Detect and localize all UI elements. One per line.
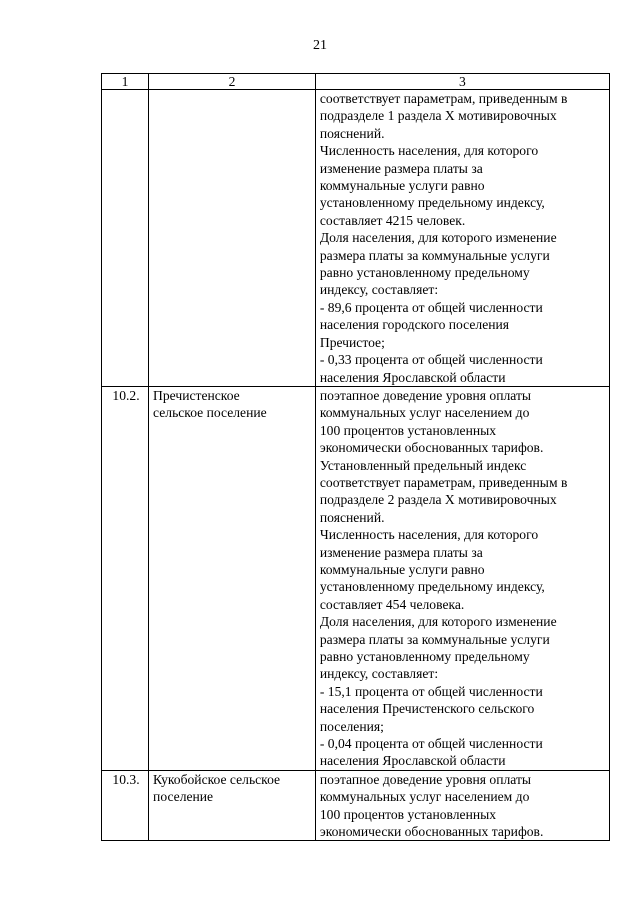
row-number-cell xyxy=(102,770,149,841)
settlement-name-cell xyxy=(149,90,316,387)
column-header-1: 1 xyxy=(102,74,149,90)
description-line: Доля населения, для которого изменение xyxy=(319,614,557,630)
table-row xyxy=(102,386,610,770)
description-cell xyxy=(315,770,609,841)
description-line: поселения; xyxy=(319,718,384,734)
column-header-3: 3 xyxy=(315,74,609,90)
description-line: Пречистое; xyxy=(319,334,385,350)
description-line: составляет 454 человека. xyxy=(319,596,465,612)
settlement-name-cell xyxy=(149,386,316,770)
description-line: Доля населения, для которого изменение xyxy=(319,230,557,246)
description-line: экономически обоснованных тарифов. xyxy=(319,824,544,840)
description-line: поэтапное доведение уровня оплаты xyxy=(319,387,532,403)
description-line: установленному предельному индексу, xyxy=(319,195,545,211)
description-line: индексу, составляет: xyxy=(319,282,439,298)
description-line: установленному предельному индексу, xyxy=(319,579,545,595)
page-number: 21 xyxy=(313,38,327,53)
description-line: подразделе 1 раздела X мотивировочных xyxy=(319,108,557,124)
description-line: изменение размера платы за xyxy=(319,160,483,176)
table-row xyxy=(102,90,610,387)
description-line: - 89,6 процента от общей численности xyxy=(319,299,543,315)
description-line: коммунальных услуг населением до xyxy=(319,789,530,805)
data-table xyxy=(101,73,610,841)
description-line: - 0,33 процента от общей численности xyxy=(319,352,543,368)
settlement-name-line: Пречистенское xyxy=(153,387,240,403)
description-cell xyxy=(315,386,609,770)
description-line: Численность населения, для которого xyxy=(319,527,539,543)
description-line: равно установленному предельному xyxy=(319,649,530,664)
description-line: соответствует параметрам, приведенным в xyxy=(319,91,568,106)
settlement-name-line: сельское поселение xyxy=(153,405,267,421)
description-cell xyxy=(315,90,609,387)
description-line: населения Ярославской области xyxy=(319,753,506,769)
row-number: 10.2. xyxy=(112,387,140,403)
description-line: подразделе 2 раздела X мотивировочных xyxy=(319,492,557,508)
description-line: экономически обоснованных тарифов. xyxy=(319,440,544,456)
description-line: изменение размера платы за xyxy=(319,544,483,560)
description-line: размера платы за коммунальные услуги xyxy=(319,247,550,263)
row-number-cell xyxy=(102,386,149,770)
description-line: Численность населения, для которого xyxy=(319,143,539,159)
description-line: соответствует параметрам, приведенным в xyxy=(319,474,568,490)
description-line: пояснений. xyxy=(319,125,385,141)
description-line: населения Пречистенского сельского xyxy=(319,701,535,717)
description-line: индексу, составляет: xyxy=(319,666,439,682)
description-line: составляет 4215 человек. xyxy=(319,212,466,228)
description-line: населения городского поселения xyxy=(319,317,510,333)
row-number: 10.3. xyxy=(112,771,140,787)
description-line: коммунальных услуг населением до xyxy=(319,405,530,421)
description-line: размера платы за коммунальные услуги xyxy=(319,631,550,647)
description-line: 100 процентов установленных xyxy=(319,806,497,822)
description-line: коммунальные услуги равно xyxy=(319,178,485,194)
description-line: Установленный предельный индекс xyxy=(319,457,527,473)
description-line: населения Ярославской области xyxy=(319,369,506,385)
table-row xyxy=(102,770,610,841)
description-line: - 0,04 процента от общей численности xyxy=(319,736,543,752)
column-header-2: 2 xyxy=(149,74,316,90)
table-header-row xyxy=(102,74,610,90)
row-number-cell xyxy=(102,90,149,387)
settlement-name-cell xyxy=(149,770,316,841)
description-line: коммунальные услуги равно xyxy=(319,561,485,577)
settlement-name-line: Кукобойское сельское xyxy=(153,771,281,787)
description-line: 100 процентов установленных xyxy=(319,422,497,438)
description-line: поэтапное доведение уровня оплаты xyxy=(319,771,532,787)
description-line: равно установленному предельному xyxy=(319,265,530,281)
description-line: пояснений. xyxy=(319,509,385,525)
description-line: - 15,1 процента от общей численности xyxy=(319,683,543,699)
settlement-name-line: поселение xyxy=(153,789,214,805)
